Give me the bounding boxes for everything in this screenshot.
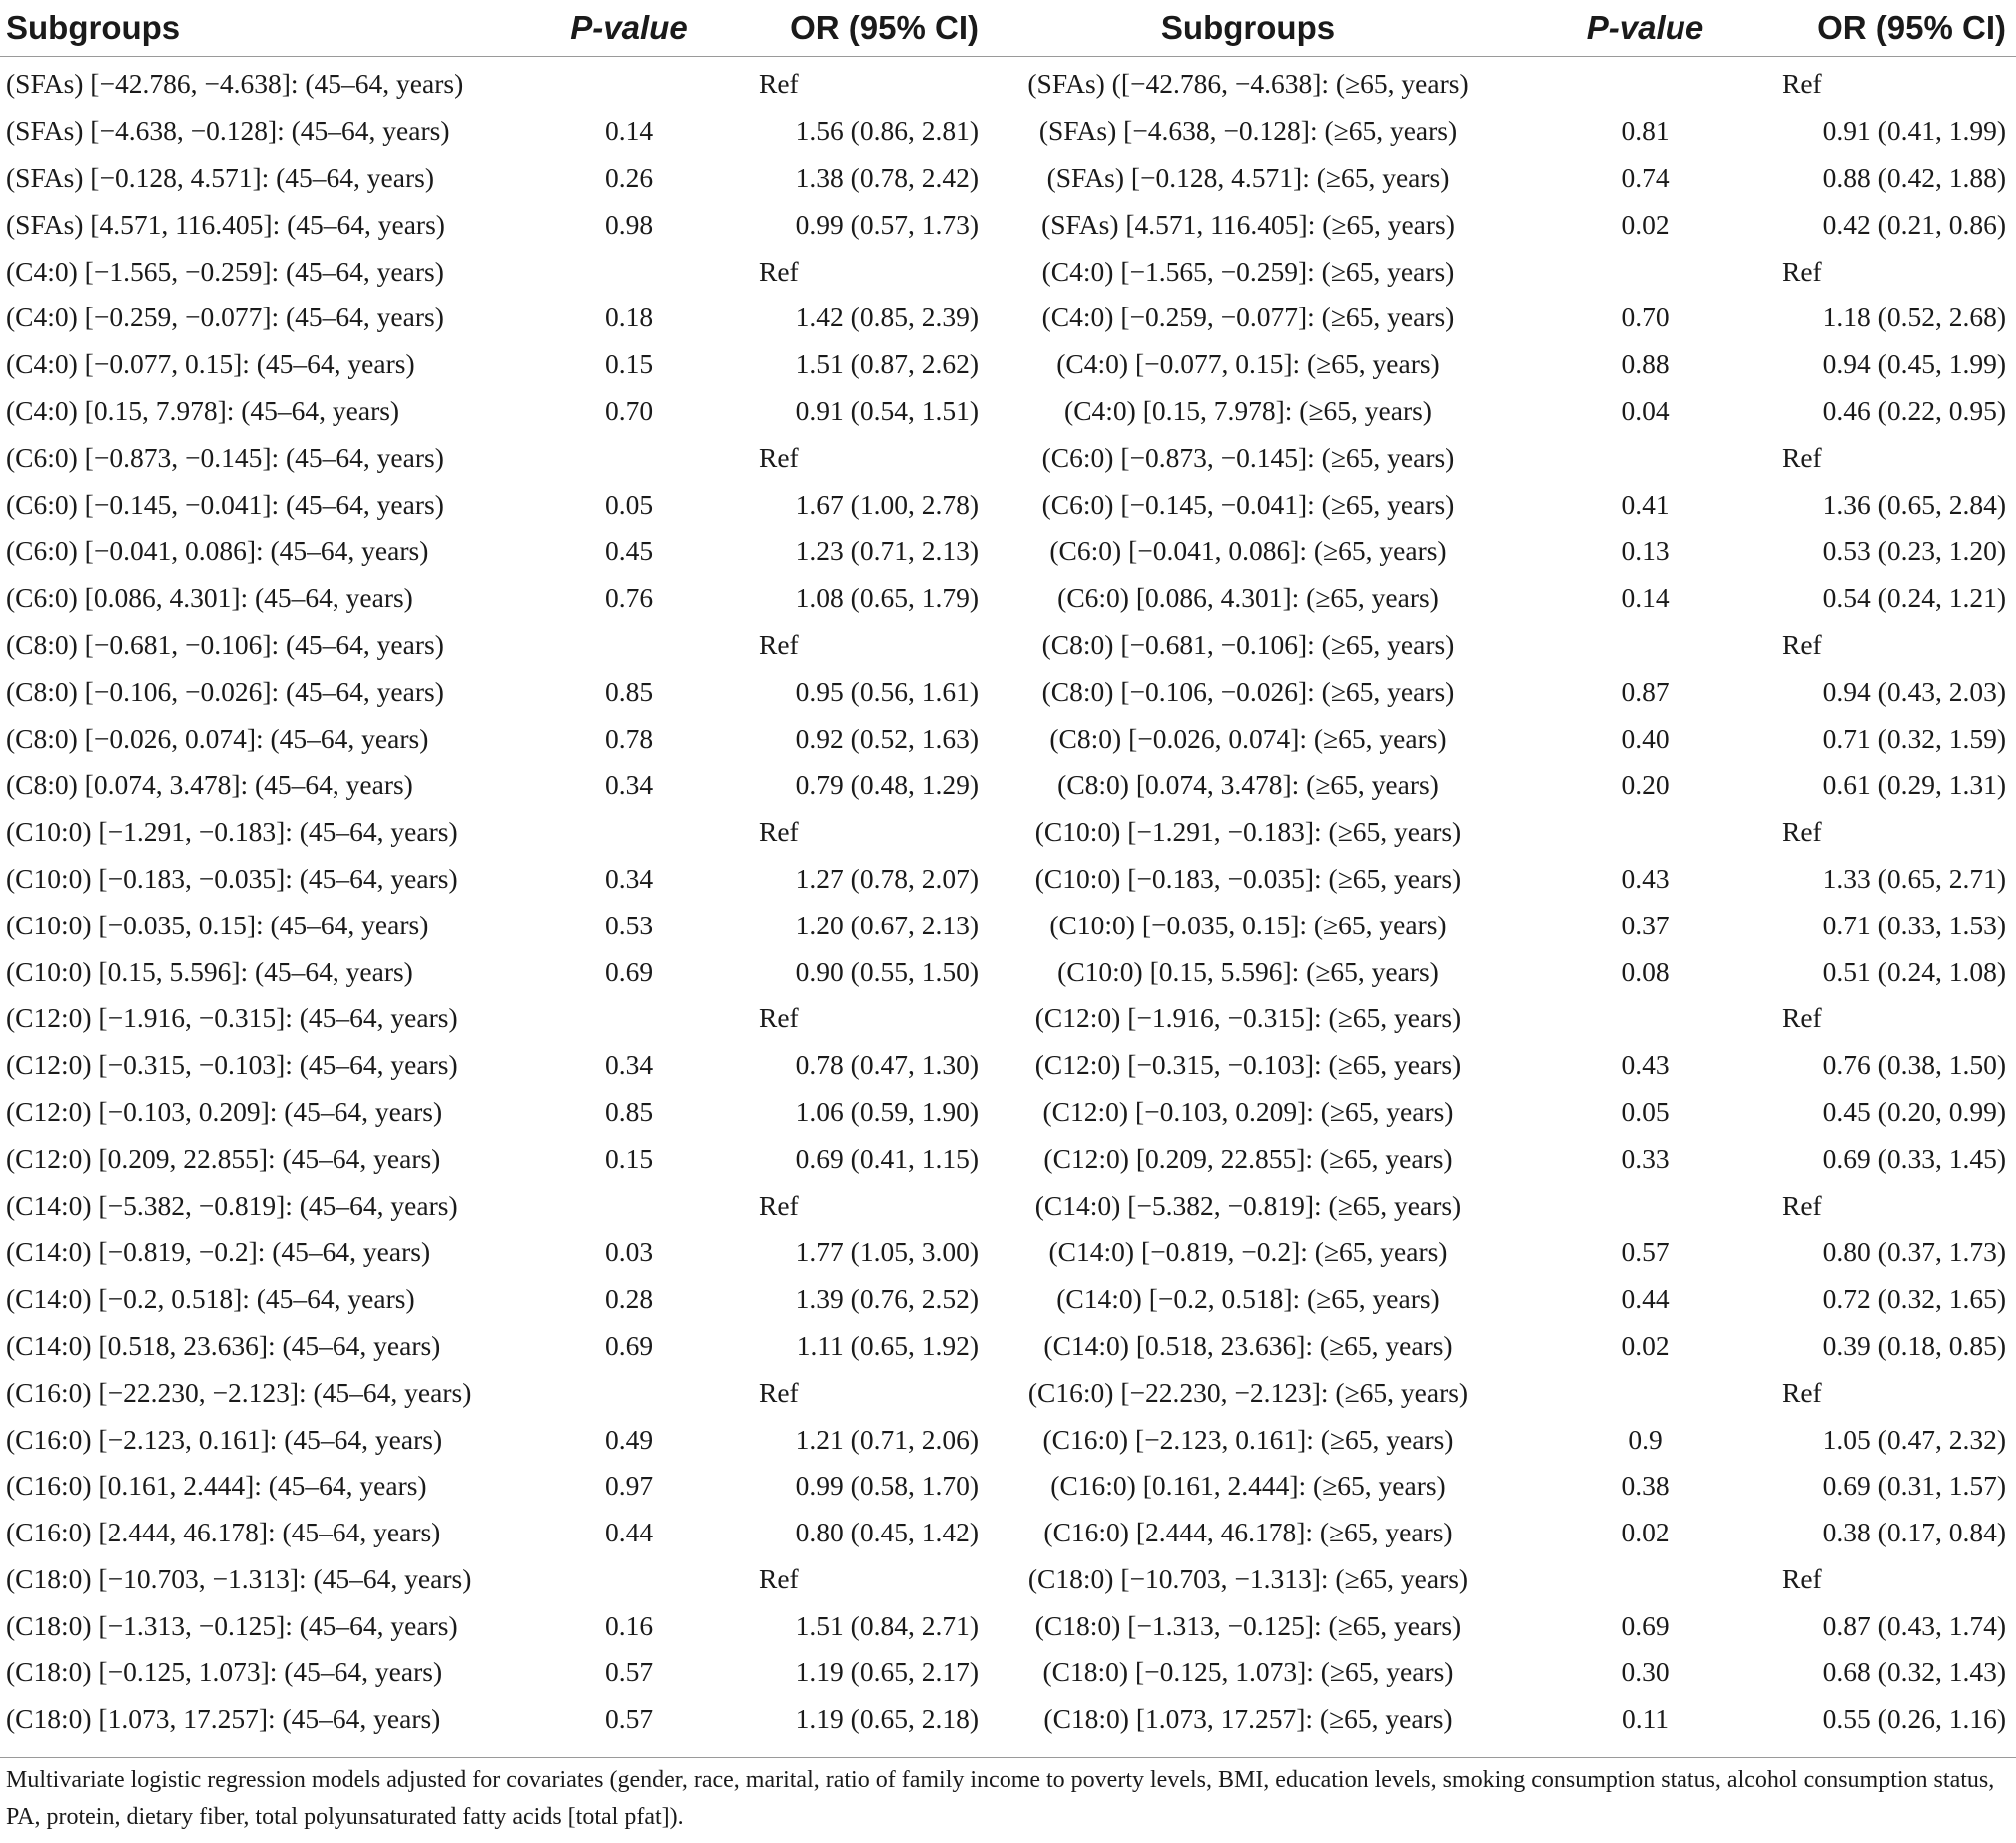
subgroup-left-cell: (C14:0) [−5.382, −0.819]: (45–64, years) — [6, 1189, 458, 1221]
or-header-right: OR (95% CI) — [1782, 0, 2016, 57]
pvalue-left-cell: 0.98 — [604, 208, 654, 240]
pvalue-right-cell: 0.81 — [1621, 115, 1670, 147]
pvalue-right-cell: 0.88 — [1621, 348, 1670, 380]
or-left-cell: 1.11 (0.65, 1.92) — [796, 1329, 979, 1361]
or-right-cell: 1.36 (0.65, 2.84) — [1822, 488, 2006, 520]
table-row — [0, 155, 2016, 202]
table-row — [0, 1510, 2016, 1556]
table-row — [0, 1135, 2016, 1182]
or-left-cell: Ref — [759, 441, 799, 473]
pvalue-right-cell: 0.02 — [1621, 1517, 1670, 1548]
subgroup-right-cell: (C14:0) [−0.2, 0.518]: (≥65, years) — [1056, 1283, 1440, 1315]
pvalue-right-cell — [1508, 57, 1782, 108]
subgroup-right-cell: (C10:0) [−0.035, 0.15]: (≥65, years) — [1049, 909, 1447, 940]
or-left-cell: 0.99 (0.57, 1.73) — [795, 208, 979, 240]
table-row — [0, 622, 2016, 669]
table-row — [0, 248, 2016, 295]
subgroup-left-cell: (C18:0) [−10.703, −1.313]: (45–64, years) — [6, 1562, 472, 1594]
pvalue-right-cell: 0.43 — [1621, 1049, 1670, 1081]
or-right-cell: 0.88 (0.42, 1.88) — [1822, 161, 2006, 193]
or-right-cell: 0.46 (0.22, 0.95) — [1822, 394, 2006, 426]
or-right-cell: 0.71 (0.33, 1.53) — [1822, 909, 2006, 940]
or-left-cell: 1.06 (0.59, 1.90) — [795, 1095, 979, 1127]
subgroup-left-cell: (C12:0) [0.209, 22.855]: (45–64, years) — [6, 1142, 441, 1174]
table-row — [0, 1649, 2016, 1696]
subgroup-left-cell: (C4:0) [−0.259, −0.077]: (45–64, years) — [6, 302, 444, 333]
subgroup-left-cell: (SFAs) [−0.128, 4.571]: (45–64, years) — [6, 161, 434, 193]
or-left-cell: 0.92 (0.52, 1.63) — [795, 722, 979, 754]
subgroup-right-cell: (C14:0) [−5.382, −0.819]: (≥65, years) — [1034, 1189, 1462, 1221]
subgroup-left-cell: (C10:0) [−0.183, −0.035]: (45–64, years) — [6, 862, 458, 894]
or-left-cell: Ref — [759, 1376, 799, 1408]
subgroup-left-cell: (C12:0) [−0.315, −0.103]: (45–64, years) — [6, 1049, 458, 1081]
table-row — [0, 809, 2016, 856]
pvalue-left-cell: 0.18 — [604, 302, 654, 333]
pvalue-right-cell: 0.08 — [1621, 955, 1670, 987]
or-left-cell: Ref — [759, 628, 799, 660]
or-left-cell: Ref — [759, 1562, 799, 1594]
table-row — [0, 1042, 2016, 1089]
or-right-cell: 0.94 (0.45, 1.99) — [1822, 348, 2006, 380]
or-right-cell: 1.33 (0.65, 2.71) — [1822, 862, 2006, 894]
pvalue-right-cell: 0.02 — [1621, 208, 1670, 240]
pvalue-right-cell: 0.04 — [1621, 394, 1670, 426]
or-right-cell: Ref — [1782, 1376, 1822, 1408]
subgroup-right-cell: (C10:0) [−1.291, −0.183]: (≥65, years) — [1034, 816, 1462, 848]
table-row — [0, 434, 2016, 481]
or-left-cell: 1.77 (1.05, 3.00) — [795, 1236, 979, 1268]
pvalue-left-cell: 0.49 — [604, 1423, 654, 1455]
subgroup-right-cell: (C6:0) [0.086, 4.301]: (≥65, years) — [1057, 582, 1439, 614]
pvalue-right-cell: 0.57 — [1621, 1236, 1670, 1268]
subgroup-right-cell: (C14:0) [0.518, 23.636]: (≥65, years) — [1043, 1329, 1453, 1361]
subgroup-right-cell: (C16:0) [0.161, 2.444]: (≥65, years) — [1050, 1470, 1446, 1502]
subgroup-right-cell: (C4:0) [−0.259, −0.077]: (≥65, years) — [1041, 302, 1455, 333]
or-left-cell: 1.27 (0.78, 2.07) — [795, 862, 979, 894]
subgroup-right-cell: (C6:0) [−0.873, −0.145]: (≥65, years) — [1041, 441, 1455, 473]
pvalue-left-cell — [499, 248, 759, 295]
pvalue-left-cell: 0.16 — [604, 1609, 654, 1641]
pvalue-right-cell — [1508, 622, 1782, 669]
or-right-cell: 0.61 (0.29, 1.31) — [1822, 769, 2006, 801]
subgroup-left-cell: (C12:0) [−1.916, −0.315]: (45–64, years) — [6, 1002, 458, 1034]
subgroup-right-cell: (C16:0) [−2.123, 0.161]: (≥65, years) — [1042, 1423, 1454, 1455]
subgroup-left-cell: (C6:0) [−0.041, 0.086]: (45–64, years) — [6, 535, 429, 567]
or-left-cell: 1.39 (0.76, 2.52) — [795, 1283, 979, 1315]
pvalue-left-cell — [499, 809, 759, 856]
or-right-cell: 0.69 (0.31, 1.57) — [1822, 1470, 2006, 1502]
table-row — [0, 1463, 2016, 1510]
subgroup-left-cell: (C14:0) [−0.2, 0.518]: (45–64, years) — [6, 1283, 415, 1315]
subgroup-right-cell: (C12:0) [−1.916, −0.315]: (≥65, years) — [1034, 1002, 1462, 1034]
or-left-cell: 0.99 (0.58, 1.70) — [795, 1470, 979, 1502]
or-right-cell: 0.91 (0.41, 1.99) — [1822, 115, 2006, 147]
or-right-cell: 1.18 (0.52, 2.68) — [1822, 302, 2006, 333]
subgroup-right-cell: (C4:0) [−1.565, −0.259]: (≥65, years) — [1041, 255, 1455, 287]
or-left-cell: 0.80 (0.45, 1.42) — [795, 1517, 979, 1548]
pvalue-left-cell — [499, 1182, 759, 1229]
subgroup-right-cell: (C18:0) [−0.125, 1.073]: (≥65, years) — [1042, 1656, 1454, 1688]
subgroup-right-cell: (SFAs) [4.571, 116.405]: (≥65, years) — [1041, 208, 1455, 240]
subgroup-left-cell: (C10:0) [0.15, 5.596]: (45–64, years) — [6, 955, 413, 987]
pvalue-left-cell — [499, 57, 759, 108]
subgroup-right-cell: (C16:0) [−22.230, −2.123]: (≥65, years) — [1027, 1376, 1469, 1408]
or-right-cell: 0.39 (0.18, 0.85) — [1822, 1329, 2006, 1361]
pvalue-left-cell: 0.34 — [604, 769, 654, 801]
pvalue-left-cell — [499, 1369, 759, 1416]
subgroup-right-cell: (C12:0) [−0.103, 0.209]: (≥65, years) — [1042, 1095, 1454, 1127]
or-left-cell: 1.42 (0.85, 2.39) — [795, 302, 979, 333]
pvalue-right-cell — [1508, 434, 1782, 481]
pvalue-right-cell: 0.13 — [1621, 535, 1670, 567]
pvalue-right-cell: 0.38 — [1621, 1470, 1670, 1502]
pvalue-right-cell: 0.41 — [1621, 488, 1670, 520]
table-row — [0, 295, 2016, 341]
pvalue-left-cell: 0.05 — [604, 488, 654, 520]
table-footer — [0, 1757, 2016, 1836]
or-left-cell: Ref — [759, 1189, 799, 1221]
or-right-cell: 0.87 (0.43, 1.74) — [1822, 1609, 2006, 1641]
subgroup-left-cell: (C6:0) [−0.145, −0.041]: (45–64, years) — [6, 488, 444, 520]
subgroup-right-cell: (C12:0) [0.209, 22.855]: (≥65, years) — [1043, 1142, 1453, 1174]
table-row — [0, 902, 2016, 948]
table-row — [0, 575, 2016, 622]
pvalue-right-cell: 0.87 — [1621, 675, 1670, 707]
table-row — [0, 1276, 2016, 1323]
or-right-cell: 0.38 (0.17, 0.84) — [1822, 1517, 2006, 1548]
or-left-cell: 1.19 (0.65, 2.17) — [795, 1656, 979, 1688]
or-right-cell: 0.51 (0.24, 1.08) — [1822, 955, 2006, 987]
subgroup-left-cell: (SFAs) [−4.638, −0.128]: (45–64, years) — [6, 115, 450, 147]
or-left-cell: Ref — [759, 68, 799, 100]
pvalue-left-cell: 0.26 — [604, 161, 654, 193]
pvalue-right-cell: 0.11 — [1621, 1703, 1670, 1735]
or-right-cell: 0.54 (0.24, 1.21) — [1822, 582, 2006, 614]
subgroup-left-cell: (C16:0) [2.444, 46.178]: (45–64, years) — [6, 1517, 441, 1548]
table-row — [0, 715, 2016, 762]
table-row — [0, 1369, 2016, 1416]
or-left-cell: 0.78 (0.47, 1.30) — [795, 1049, 979, 1081]
pvalue-left-cell: 0.69 — [604, 1329, 654, 1361]
or-right-cell: Ref — [1782, 628, 1822, 660]
subgroup-right-cell: (C6:0) [−0.041, 0.086]: (≥65, years) — [1049, 535, 1447, 567]
subgroup-right-cell: (C18:0) [−10.703, −1.313]: (≥65, years) — [1027, 1562, 1469, 1594]
table-header-row — [0, 0, 2016, 57]
subgroup-left-cell: (SFAs) [4.571, 116.405]: (45–64, years) — [6, 208, 445, 240]
table-row — [0, 762, 2016, 809]
subgroup-left-cell: (C4:0) [−1.565, −0.259]: (45–64, years) — [6, 255, 444, 287]
pvalue-left-cell: 0.76 — [604, 582, 654, 614]
subgroup-left-cell: (C10:0) [−0.035, 0.15]: (45–64, years) — [6, 909, 429, 940]
pvalue-left-cell: 0.53 — [604, 909, 654, 940]
subgroup-left-cell: (SFAs) [−42.786, −4.638]: (45–64, years) — [6, 68, 464, 100]
or-left-cell: Ref — [759, 816, 799, 848]
pvalue-left-cell: 0.70 — [604, 394, 654, 426]
pvalue-right-cell: 0.69 — [1621, 1609, 1670, 1641]
or-left-cell: 0.69 (0.41, 1.15) — [795, 1142, 979, 1174]
pvalue-right-cell: 0.33 — [1621, 1142, 1670, 1174]
table-row — [0, 481, 2016, 528]
table-row — [0, 201, 2016, 248]
or-left-cell: 1.56 (0.86, 2.81) — [795, 115, 979, 147]
or-right-cell: 0.80 (0.37, 1.73) — [1822, 1236, 2006, 1268]
or-left-cell: 0.91 (0.54, 1.51) — [795, 394, 979, 426]
subgroup-right-cell: (C4:0) [−0.077, 0.15]: (≥65, years) — [1056, 348, 1440, 380]
table-row — [0, 1323, 2016, 1370]
pvalue-left-cell: 0.34 — [604, 862, 654, 894]
pvalue-left-cell: 0.85 — [604, 675, 654, 707]
pvalue-left-cell: 0.34 — [604, 1049, 654, 1081]
subgroup-right-cell: (C8:0) [0.074, 3.478]: (≥65, years) — [1057, 769, 1439, 801]
or-right-cell: Ref — [1782, 68, 1822, 100]
table-row — [0, 1696, 2016, 1743]
pvalue-left-cell — [499, 434, 759, 481]
subgroup-right-cell: (C14:0) [−0.819, −0.2]: (≥65, years) — [1048, 1236, 1448, 1268]
subgroup-left-cell: (C8:0) [0.074, 3.478]: (45–64, years) — [6, 769, 413, 801]
subgroup-right-cell: (SFAs) ([−42.786, −4.638]: (≥65, years) — [1027, 68, 1469, 100]
subgroup-right-cell: (C8:0) [−0.106, −0.026]: (≥65, years) — [1041, 675, 1455, 707]
or-right-cell: 0.71 (0.32, 1.59) — [1822, 722, 2006, 754]
pvalue-right-cell — [1508, 1369, 1782, 1416]
subgroup-left-cell: (C16:0) [−22.230, −2.123]: (45–64, years) — [6, 1376, 472, 1408]
subgroup-left-cell: (C8:0) [−0.681, −0.106]: (45–64, years) — [6, 628, 444, 660]
pvalue-right-cell: 0.40 — [1621, 722, 1670, 754]
subgroup-right-cell: (SFAs) [−4.638, −0.128]: (≥65, years) — [1038, 115, 1458, 147]
subgroup-left-cell: (C18:0) [1.073, 17.257]: (45–64, years) — [6, 1703, 441, 1735]
subgroup-right-cell: (C18:0) [1.073, 17.257]: (≥65, years) — [1043, 1703, 1453, 1735]
subgroups-header-right: Subgroups — [989, 0, 1508, 57]
or-right-cell: Ref — [1782, 441, 1822, 473]
or-right-cell: 1.05 (0.47, 2.32) — [1822, 1423, 2006, 1455]
pvalue-left-cell: 0.03 — [604, 1236, 654, 1268]
table-footnote: Multivariate logistic regression models adjusted for covariates (gender, race, marital, ratio of family income to poverty levels, BMI, education levels, smoking consumption status, alcohol consumption status, PA, protein, dietary fiber, total polyunsaturated fatty acids [total pfat]). — [6, 1767, 1995, 1830]
pvalue-left-cell: 0.69 — [604, 955, 654, 987]
pvalue-left-cell: 0.44 — [604, 1517, 654, 1548]
subgroup-left-cell: (C10:0) [−1.291, −0.183]: (45–64, years) — [6, 816, 458, 848]
pvalue-left-cell: 0.28 — [604, 1283, 654, 1315]
subgroup-left-cell: (C18:0) [−1.313, −0.125]: (45–64, years) — [6, 1609, 458, 1641]
subgroup-left-cell: (C14:0) [0.518, 23.636]: (45–64, years) — [6, 1329, 441, 1361]
pvalue-left-cell: 0.15 — [604, 1142, 654, 1174]
or-right-cell: Ref — [1782, 1189, 1822, 1221]
or-left-cell: 0.95 (0.56, 1.61) — [795, 675, 979, 707]
or-left-cell: 1.38 (0.78, 2.42) — [795, 161, 979, 193]
pvalue-header-right: P-value — [1508, 0, 1782, 57]
or-left-cell: 1.51 (0.87, 2.62) — [795, 348, 979, 380]
pvalue-right-cell: 0.14 — [1621, 582, 1670, 614]
subgroup-left-cell: (C6:0) [−0.873, −0.145]: (45–64, years) — [6, 441, 444, 473]
or-right-cell: Ref — [1782, 1562, 1822, 1594]
subgroup-left-cell: (C14:0) [−0.819, −0.2]: (45–64, years) — [6, 1236, 431, 1268]
pvalue-left-cell: 0.85 — [604, 1095, 654, 1127]
table-row — [0, 108, 2016, 155]
pvalue-left-cell: 0.15 — [604, 348, 654, 380]
pvalue-right-cell: 0.74 — [1621, 161, 1670, 193]
or-right-cell: Ref — [1782, 816, 1822, 848]
pvalue-left-cell: 0.57 — [604, 1703, 654, 1735]
pvalue-right-cell: 0.37 — [1621, 909, 1670, 940]
subgroup-right-cell: (C4:0) [0.15, 7.978]: (≥65, years) — [1064, 394, 1432, 426]
subgroup-left-cell: (C16:0) [−2.123, 0.161]: (45–64, years) — [6, 1423, 443, 1455]
pvalue-left-cell: 0.14 — [604, 115, 654, 147]
subgroup-left-cell: (C12:0) [−0.103, 0.209]: (45–64, years) — [6, 1095, 443, 1127]
pvalue-right-cell — [1508, 248, 1782, 295]
or-right-cell: 0.68 (0.32, 1.43) — [1822, 1656, 2006, 1688]
subgroup-right-cell: (C10:0) [0.15, 5.596]: (≥65, years) — [1057, 955, 1439, 987]
or-right-cell: 0.76 (0.38, 1.50) — [1822, 1049, 2006, 1081]
pvalue-right-cell: 0.20 — [1621, 769, 1670, 801]
pvalue-left-cell — [499, 622, 759, 669]
or-right-cell: 0.53 (0.23, 1.20) — [1822, 535, 2006, 567]
subgroup-left-cell: (C8:0) [−0.026, 0.074]: (45–64, years) — [6, 722, 429, 754]
or-left-cell: Ref — [759, 1002, 799, 1034]
or-left-cell: 1.20 (0.67, 2.13) — [795, 909, 979, 940]
or-left-cell: 0.90 (0.55, 1.50) — [795, 955, 979, 987]
pvalue-right-cell: 0.44 — [1621, 1283, 1670, 1315]
or-left-cell: 0.79 (0.48, 1.29) — [795, 769, 979, 801]
or-header-left: OR (95% CI) — [759, 0, 989, 57]
pvalue-right-cell: 0.43 — [1621, 862, 1670, 894]
or-left-cell: 1.67 (1.00, 2.78) — [795, 488, 979, 520]
table-row — [0, 341, 2016, 388]
table-row — [0, 1229, 2016, 1276]
subgroup-left-cell: (C16:0) [0.161, 2.444]: (45–64, years) — [6, 1470, 427, 1502]
pvalue-right-cell: 0.05 — [1621, 1095, 1670, 1127]
table-row — [0, 1089, 2016, 1136]
subgroup-right-cell: (C8:0) [−0.681, −0.106]: (≥65, years) — [1041, 628, 1455, 660]
pvalue-left-cell — [499, 995, 759, 1042]
or-left-cell: 1.23 (0.71, 2.13) — [795, 535, 979, 567]
or-right-cell: 0.69 (0.33, 1.45) — [1822, 1142, 2006, 1174]
subgroup-left-cell: (C8:0) [−0.106, −0.026]: (45–64, years) — [6, 675, 444, 707]
or-right-cell: 0.45 (0.20, 0.99) — [1822, 1095, 2006, 1127]
subgroup-right-cell: (C16:0) [2.444, 46.178]: (≥65, years) — [1043, 1517, 1453, 1548]
or-right-cell: 0.72 (0.32, 1.65) — [1822, 1283, 2006, 1315]
pvalue-right-cell: 0.70 — [1621, 302, 1670, 333]
or-right-cell: 0.42 (0.21, 0.86) — [1822, 208, 2006, 240]
table-row — [0, 995, 2016, 1042]
or-right-cell: 0.55 (0.26, 1.16) — [1822, 1703, 2006, 1735]
or-left-cell: 1.21 (0.71, 2.06) — [795, 1423, 979, 1455]
pvalue-right-cell — [1508, 1182, 1782, 1229]
or-right-cell: Ref — [1782, 1002, 1822, 1034]
table-row — [0, 948, 2016, 995]
subgroup-right-cell: (C10:0) [−0.183, −0.035]: (≥65, years) — [1034, 862, 1462, 894]
or-right-cell: 0.94 (0.43, 2.03) — [1822, 675, 2006, 707]
or-left-cell: Ref — [759, 255, 799, 287]
subgroup-left-cell: (C18:0) [−0.125, 1.073]: (45–64, years) — [6, 1656, 443, 1688]
or-left-cell: 1.19 (0.65, 2.18) — [795, 1703, 979, 1735]
subgroups-header-left: Subgroups — [0, 0, 499, 57]
table-body — [0, 57, 2016, 1743]
subgroup-left-cell: (C4:0) [−0.077, 0.15]: (45–64, years) — [6, 348, 415, 380]
subgroup-right-cell: (C12:0) [−0.315, −0.103]: (≥65, years) — [1034, 1049, 1462, 1081]
or-right-cell: Ref — [1782, 255, 1822, 287]
table-row — [0, 388, 2016, 435]
or-left-cell: 1.08 (0.65, 1.79) — [795, 582, 979, 614]
table-row — [0, 856, 2016, 903]
pvalue-right-cell: 0.02 — [1621, 1329, 1670, 1361]
pvalue-header-left: P-value — [499, 0, 759, 57]
pvalue-left-cell: 0.78 — [604, 722, 654, 754]
subgroup-right-cell: (C6:0) [−0.145, −0.041]: (≥65, years) — [1041, 488, 1455, 520]
subgroup-right-cell: (C18:0) [−1.313, −0.125]: (≥65, years) — [1034, 1609, 1462, 1641]
table-row — [0, 1556, 2016, 1603]
subgroup-right-cell: (C8:0) [−0.026, 0.074]: (≥65, years) — [1049, 722, 1447, 754]
pvalue-left-cell — [499, 1556, 759, 1603]
pvalue-right-cell: 0.30 — [1621, 1656, 1670, 1688]
subgroup-right-cell: (SFAs) [−0.128, 4.571]: (≥65, years) — [1046, 161, 1450, 193]
table-row — [0, 668, 2016, 715]
table-row — [0, 1416, 2016, 1463]
subgroup-left-cell: (C6:0) [0.086, 4.301]: (45–64, years) — [6, 582, 413, 614]
table-row — [0, 1602, 2016, 1649]
pvalue-left-cell: 0.45 — [604, 535, 654, 567]
pvalue-left-cell: 0.97 — [604, 1470, 654, 1502]
pvalue-right-cell — [1508, 809, 1782, 856]
pvalue-right-cell — [1508, 1556, 1782, 1603]
table-row — [0, 528, 2016, 575]
table-row — [0, 57, 2016, 108]
pvalue-right-cell — [1508, 995, 1782, 1042]
subgroup-left-cell: (C4:0) [0.15, 7.978]: (45–64, years) — [6, 394, 400, 426]
pvalue-left-cell: 0.57 — [604, 1656, 654, 1688]
table-row — [0, 1182, 2016, 1229]
or-left-cell: 1.51 (0.84, 2.71) — [795, 1609, 979, 1641]
pvalue-right-cell: 0.9 — [1628, 1423, 1663, 1455]
